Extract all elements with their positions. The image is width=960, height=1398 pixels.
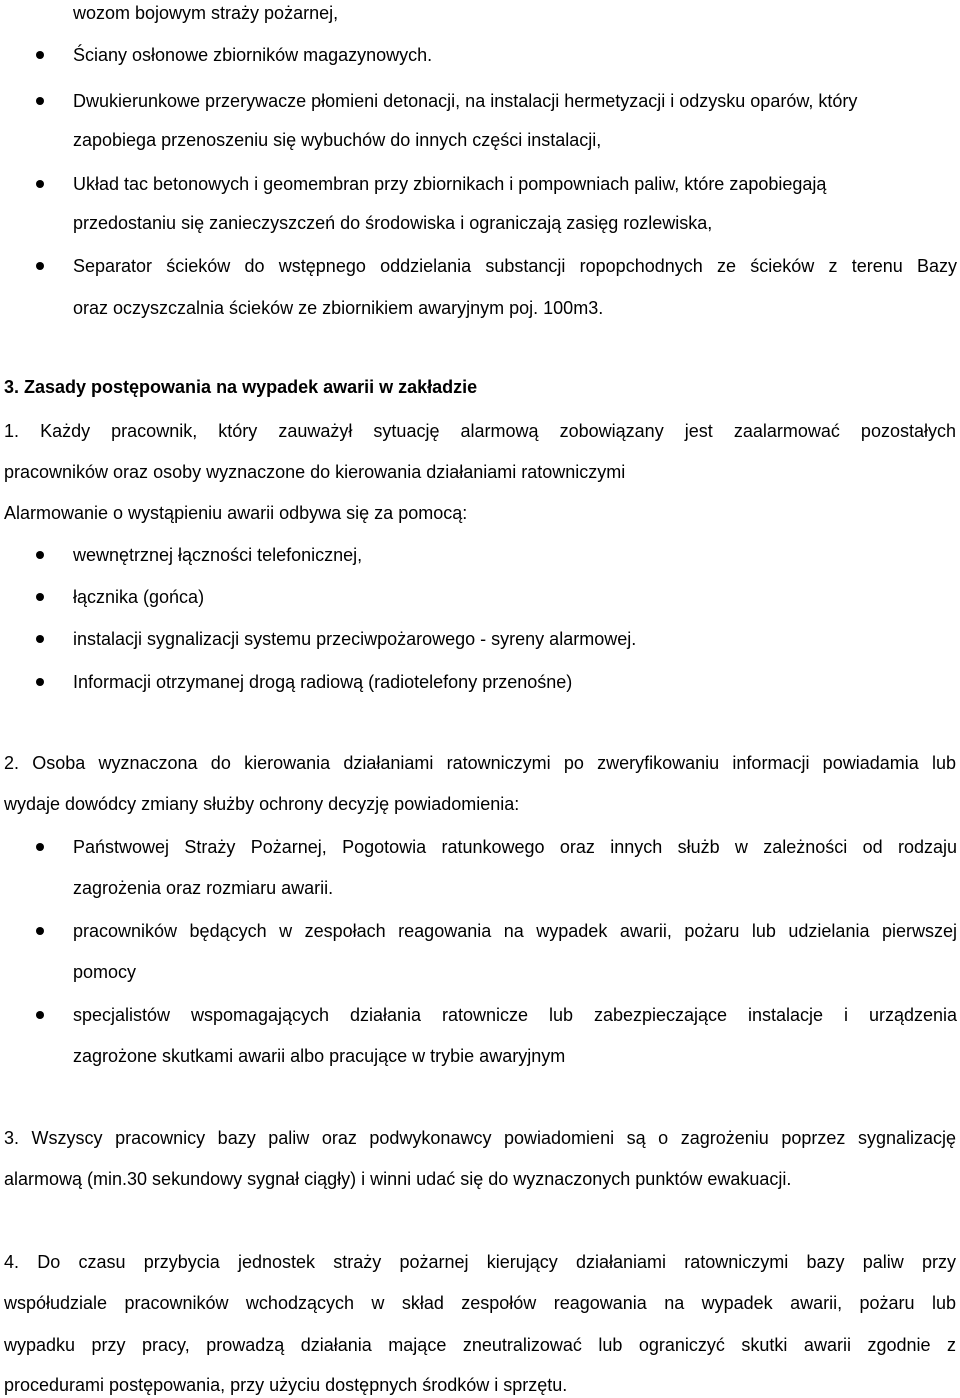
list-item: łącznika (gońca) bbox=[73, 587, 205, 607]
list-item: Dwukierunkowe przerywacze płomieni detonacji, na instalacji hermetyzacji i odzysku oparów, który bbox=[73, 91, 858, 111]
list-item-continuation: przedostaniu się zanieczyszczeń do środowiska i ograniczają zasięg rozlewiska, bbox=[73, 213, 713, 233]
list-item: Państwowej Straży Pożarnej, Pogotowia ratunkowego oraz innych służb w zależności od rodzaju bbox=[73, 837, 957, 857]
bullet-icon bbox=[36, 262, 44, 270]
paragraph-line: 1. Każdy pracownik, który zauważył sytuację alarmową zobowiązany jest zaalarmować pozostałych bbox=[4, 421, 956, 441]
paragraph-line: procedurami postępowania, przy użyciu dostępnych środków i sprzętu. bbox=[4, 1375, 568, 1395]
list-item: instalacji sygnalizacji systemu przeciwpożarowego - syreny alarmowej. bbox=[73, 629, 637, 649]
list-item: wewnętrznej łączności telefonicznej, bbox=[73, 545, 363, 565]
bullet-icon bbox=[36, 843, 44, 851]
list-item: Informacji otrzymanej drogą radiową (radiotelefony przenośne) bbox=[73, 672, 573, 692]
list-item: Układ tac betonowych i geomembran przy zbiornikach i pompowniach paliw, które zapobiegają bbox=[73, 174, 827, 194]
list-item-continuation: oraz oczyszczalnia ścieków ze zbiornikiem awaryjnym poj. 100m3. bbox=[73, 298, 604, 318]
section-heading: 3. Zasady postępowania na wypadek awarii w zakładzie bbox=[4, 377, 478, 397]
bullet-icon bbox=[36, 927, 44, 935]
list-item-continuation: zagrożone skutkami awarii albo pracujące w trybie awaryjnym bbox=[73, 1046, 566, 1066]
bullet-icon bbox=[36, 678, 44, 686]
list-item: Ściany osłonowe zbiorników magazynowych. bbox=[73, 45, 433, 65]
paragraph-line: Alarmowanie o wystąpieniu awarii odbywa się za pomocą: bbox=[4, 503, 468, 523]
paragraph-line: 3. Wszyscy pracownicy bazy paliw oraz podwykonawcy powiadomieni są o zagrożeniu poprzez sygnalizację bbox=[4, 1128, 956, 1148]
paragraph-line: wydaje dowódcy zmiany służby ochrony decyzję powiadomienia: bbox=[4, 794, 520, 814]
bullet-icon bbox=[36, 1011, 44, 1019]
list-item: specjalistów wspomagających działania ratownicze lub zabezpieczające instalacje i urządzenia bbox=[73, 1005, 957, 1025]
text-line: wozom bojowym straży pożarnej, bbox=[73, 3, 339, 23]
list-item-continuation: zagrożenia oraz rozmiaru awarii. bbox=[73, 878, 334, 898]
paragraph-line: alarmową (min.30 sekundowy sygnał ciągły) i winni udać się do wyznaczonych punktów ewakuacji. bbox=[4, 1169, 792, 1189]
list-item: Separator ścieków do wstępnego oddzielania substancji ropopchodnych ze ścieków z terenu Bazy bbox=[73, 256, 957, 276]
bullet-icon bbox=[36, 635, 44, 643]
list-item-continuation: pomocy bbox=[73, 962, 137, 982]
list-item: pracowników będących w zespołach reagowania na wypadek awarii, pożaru lub udzielania pierwszej bbox=[73, 921, 957, 941]
paragraph-line: 4. Do czasu przybycia jednostek straży pożarnej kierujący działaniami ratowniczymi bazy paliw przy bbox=[4, 1252, 956, 1272]
bullet-icon bbox=[36, 551, 44, 559]
paragraph-line: wypadku przy pracy, prowadzą działania mające zneutralizować lub ograniczyć skutki awarii zgodnie z bbox=[4, 1335, 956, 1355]
bullet-icon bbox=[36, 51, 44, 59]
paragraph-line: 2. Osoba wyznaczona do kierowania działaniami ratowniczymi po zweryfikowaniu informacji powiadamia lub bbox=[4, 753, 956, 773]
paragraph-line: współudziale pracowników wchodzących w skład zespołów reagowania na wypadek awarii, pożaru lub bbox=[4, 1293, 956, 1313]
list-item-continuation: zapobiega przenoszeniu się wybuchów do innych części instalacji, bbox=[73, 130, 602, 150]
bullet-icon bbox=[36, 180, 44, 188]
paragraph-line: pracowników oraz osoby wyznaczone do kierowania działaniami ratowniczymi bbox=[4, 462, 626, 482]
bullet-icon bbox=[36, 593, 44, 601]
bullet-icon bbox=[36, 97, 44, 105]
